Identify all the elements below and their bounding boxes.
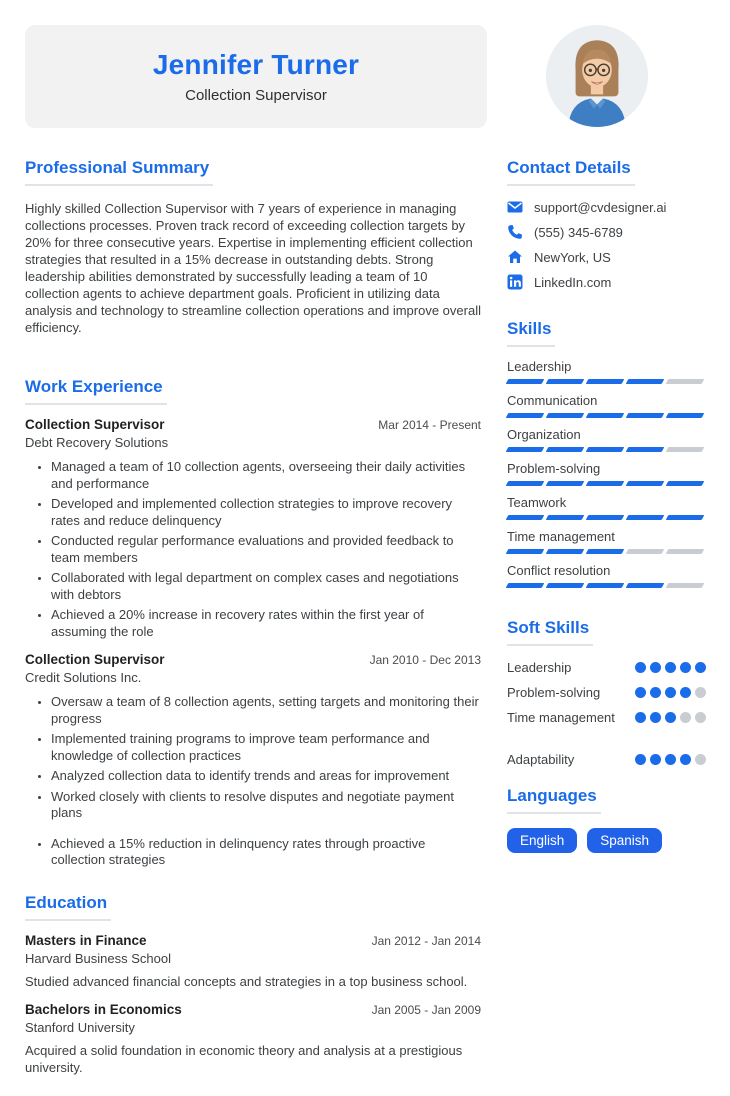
education-entry (25, 1002, 481, 1076)
job-bullet: • Analyzed collection data to identify trends and areas for improvement (51, 768, 481, 785)
level-segment (506, 515, 545, 520)
skill-item (507, 427, 706, 452)
section-languages (507, 786, 706, 853)
level-segment (506, 549, 545, 554)
summary-heading: Professional Summary (25, 158, 213, 186)
work-experience-heading: Work Experience (25, 377, 167, 405)
languages-heading: Languages (507, 786, 601, 814)
level-dot (680, 712, 691, 723)
level-segment (666, 583, 705, 588)
soft-skill-item (507, 685, 706, 700)
avatar-wrap (487, 25, 706, 127)
level-segment (586, 447, 625, 452)
contact-item-linkedin[interactable] (507, 274, 706, 290)
job-bullet: • Achieved a 20% increase in recovery rates within the first year of assuming the role (51, 607, 481, 640)
contact-email-text: support@cvdesigner.ai (534, 199, 667, 215)
job-bullet-list (25, 694, 481, 869)
sidebar-column (507, 158, 706, 853)
skill-level-bar (507, 413, 706, 418)
education-dates: Jan 2012 - Jan 2014 (371, 933, 481, 948)
level-dot (650, 754, 661, 765)
education-description: Studied advanced financial concepts and strategies in a top business school. (25, 973, 468, 989)
contact-heading: Contact Details (507, 158, 635, 186)
job-title: Collection Supervisor (25, 652, 165, 667)
job-title: Collection Supervisor (25, 417, 165, 432)
soft-skill-list (507, 660, 706, 767)
contact-list (507, 199, 706, 290)
level-segment (626, 379, 665, 384)
skill-item (507, 359, 706, 384)
soft-skill-name: Time management (507, 710, 615, 725)
skill-name: Problem-solving (507, 461, 601, 476)
contact-phone-text: (555) 345-6789 (534, 224, 623, 240)
soft-skill-level-dots (635, 754, 706, 765)
level-segment (586, 413, 625, 418)
soft-skill-level-dots (635, 662, 706, 673)
email-icon (507, 199, 523, 215)
level-segment (546, 413, 585, 418)
skill-item (507, 495, 706, 520)
phone-icon (507, 224, 523, 240)
skill-name: Communication (507, 393, 598, 408)
level-segment (506, 379, 545, 384)
job-company: Debt Recovery Solutions (25, 435, 169, 450)
main-column (25, 158, 481, 1076)
job-dates: Jan 2010 - Dec 2013 (369, 653, 481, 667)
skill-level-bar (507, 481, 706, 486)
education-header (25, 1002, 481, 1017)
language-pill-row (507, 828, 706, 853)
level-segment (546, 447, 585, 452)
level-segment (626, 413, 665, 418)
level-segment (666, 447, 705, 452)
contact-linkedin-text: LinkedIn.com (534, 274, 612, 290)
job-header (25, 652, 481, 667)
candidate-name: Jennifer Turner (152, 49, 360, 80)
job-entry (25, 652, 481, 869)
level-segment (666, 379, 705, 384)
job-bullet: • Managed a team of 10 collection agents, overseeing their daily activities and performance (51, 459, 481, 492)
level-segment (506, 583, 545, 588)
skill-list (507, 359, 706, 588)
job-header (25, 417, 481, 432)
soft-skills-heading: Soft Skills (507, 618, 593, 646)
level-segment (586, 481, 625, 486)
level-segment (626, 549, 665, 554)
soft-skill-item (507, 710, 706, 725)
level-segment (626, 515, 665, 520)
section-soft-skills (507, 618, 706, 767)
education-school: Harvard Business School (25, 950, 171, 966)
skill-item (507, 461, 706, 486)
skill-name: Teamwork (507, 495, 567, 510)
summary-text: Highly skilled Collection Supervisor with 7 years of experience in managing collections processes. Proven track record of exceeding collection targets by 20% for three consecutive years. Expertise in implementing efficient collection strategies that resulted in a 15% decrease in outstanding debts. Strong leadership abilities demonstrated by successfully leading a team of 10 collection agents to achieve department goals. Proficient in utilizing data analysis and technology to streamline collection operations and improve overall efficiency. (25, 201, 481, 335)
education-heading: Education (25, 893, 111, 921)
skill-level-bar (507, 379, 706, 384)
section-professional-summary (25, 158, 481, 336)
section-education (25, 893, 481, 1076)
job-bullet: • Worked closely with clients to resolve disputes and negotiate payment plans (51, 789, 481, 822)
education-degree: Bachelors in Economics (25, 1001, 182, 1017)
education-degree: Masters in Finance (25, 932, 147, 948)
level-dot (665, 754, 676, 765)
level-dot (695, 687, 706, 698)
level-dot (650, 712, 661, 723)
level-dot (635, 662, 646, 673)
job-dates: Mar 2014 - Present (378, 418, 481, 432)
level-segment (506, 413, 545, 418)
avatar (546, 25, 648, 127)
language-pill[interactable]: English (507, 828, 577, 853)
job-bullet: • Developed and implemented collection strategies to improve recovery rates and reduce delinquency (51, 496, 481, 529)
contact-item-email[interactable] (507, 199, 706, 215)
job-company: Credit Solutions Inc. (25, 670, 142, 685)
soft-skill-item (507, 752, 706, 767)
language-pill[interactable]: Spanish (587, 828, 662, 853)
avatar-illustration (546, 25, 648, 127)
skill-item (507, 529, 706, 554)
header-card (25, 25, 487, 128)
level-segment (626, 447, 665, 452)
candidate-role: Collection Supervisor (185, 87, 327, 104)
level-segment (506, 481, 545, 486)
skill-level-bar (507, 515, 706, 520)
linkedin-icon (507, 274, 523, 290)
education-list (25, 933, 481, 1076)
level-segment (546, 379, 585, 384)
level-segment (626, 481, 665, 486)
level-segment (546, 515, 585, 520)
skill-level-bar (507, 447, 706, 452)
level-dot (635, 754, 646, 765)
soft-skill-name: Adaptability (507, 752, 575, 767)
level-dot (680, 662, 691, 673)
section-skills (507, 319, 706, 588)
section-contact-details (507, 158, 706, 290)
section-work-experience (25, 377, 481, 869)
header-row (25, 25, 706, 128)
level-dot (665, 662, 676, 673)
job-list (25, 417, 481, 869)
level-dot (635, 712, 646, 723)
level-dot (695, 662, 706, 673)
level-dot (650, 662, 661, 673)
level-segment (666, 515, 705, 520)
level-dot (695, 754, 706, 765)
soft-skill-name: Problem-solving (507, 685, 601, 700)
skill-name: Time management (507, 529, 615, 544)
level-segment (666, 549, 705, 554)
skill-item (507, 393, 706, 418)
level-segment (666, 413, 705, 418)
level-segment (546, 481, 585, 486)
level-dot (665, 687, 676, 698)
soft-skill-level-dots (635, 712, 706, 723)
level-segment (586, 549, 625, 554)
skills-heading: Skills (507, 319, 555, 347)
level-dot (695, 712, 706, 723)
level-dot (650, 687, 661, 698)
education-description: Acquired a solid foundation in economic theory and analysis at a prestigious university. (25, 1042, 463, 1075)
skill-name: Organization (507, 427, 581, 442)
education-entry (25, 933, 481, 990)
job-bullet-list (25, 459, 481, 640)
contact-item-phone[interactable] (507, 224, 706, 240)
level-dot (665, 712, 676, 723)
level-segment (626, 583, 665, 588)
job-bullet: • Oversaw a team of 8 collection agents, setting targets and monitoring their progress (51, 694, 481, 727)
education-dates: Jan 2005 - Jan 2009 (371, 1002, 481, 1017)
level-segment (546, 583, 585, 588)
level-segment (666, 481, 705, 486)
level-segment (586, 515, 625, 520)
level-dot (635, 687, 646, 698)
level-dot (680, 687, 691, 698)
soft-skill-level-dots (635, 687, 706, 698)
education-header (25, 933, 481, 948)
skill-name: Leadership (507, 359, 572, 374)
job-bullet: • Achieved a 15% reduction in delinquency rates through proactive collection strategies (51, 836, 481, 869)
skill-level-bar (507, 549, 706, 554)
education-school: Stanford University (25, 1019, 135, 1035)
soft-skill-item (507, 660, 706, 675)
skill-item (507, 563, 706, 588)
job-entry (25, 417, 481, 640)
soft-skill-name: Leadership (507, 660, 572, 675)
skill-level-bar (507, 583, 706, 588)
skill-name: Conflict resolution (507, 563, 611, 578)
level-segment (546, 549, 585, 554)
level-segment (506, 447, 545, 452)
job-bullet: • Implemented training programs to improve team performance and knowledge of collection practices (51, 731, 481, 764)
level-dot (680, 754, 691, 765)
level-segment (586, 583, 625, 588)
home-icon (507, 249, 523, 265)
job-bullet: • Conducted regular performance evaluations and provided feedback to team members (51, 533, 481, 566)
job-bullet: • Collaborated with legal department on complex cases and negotiations with debtors (51, 570, 481, 603)
contact-item-location[interactable] (507, 249, 706, 265)
contact-location-text: NewYork, US (534, 249, 611, 265)
level-segment (586, 379, 625, 384)
